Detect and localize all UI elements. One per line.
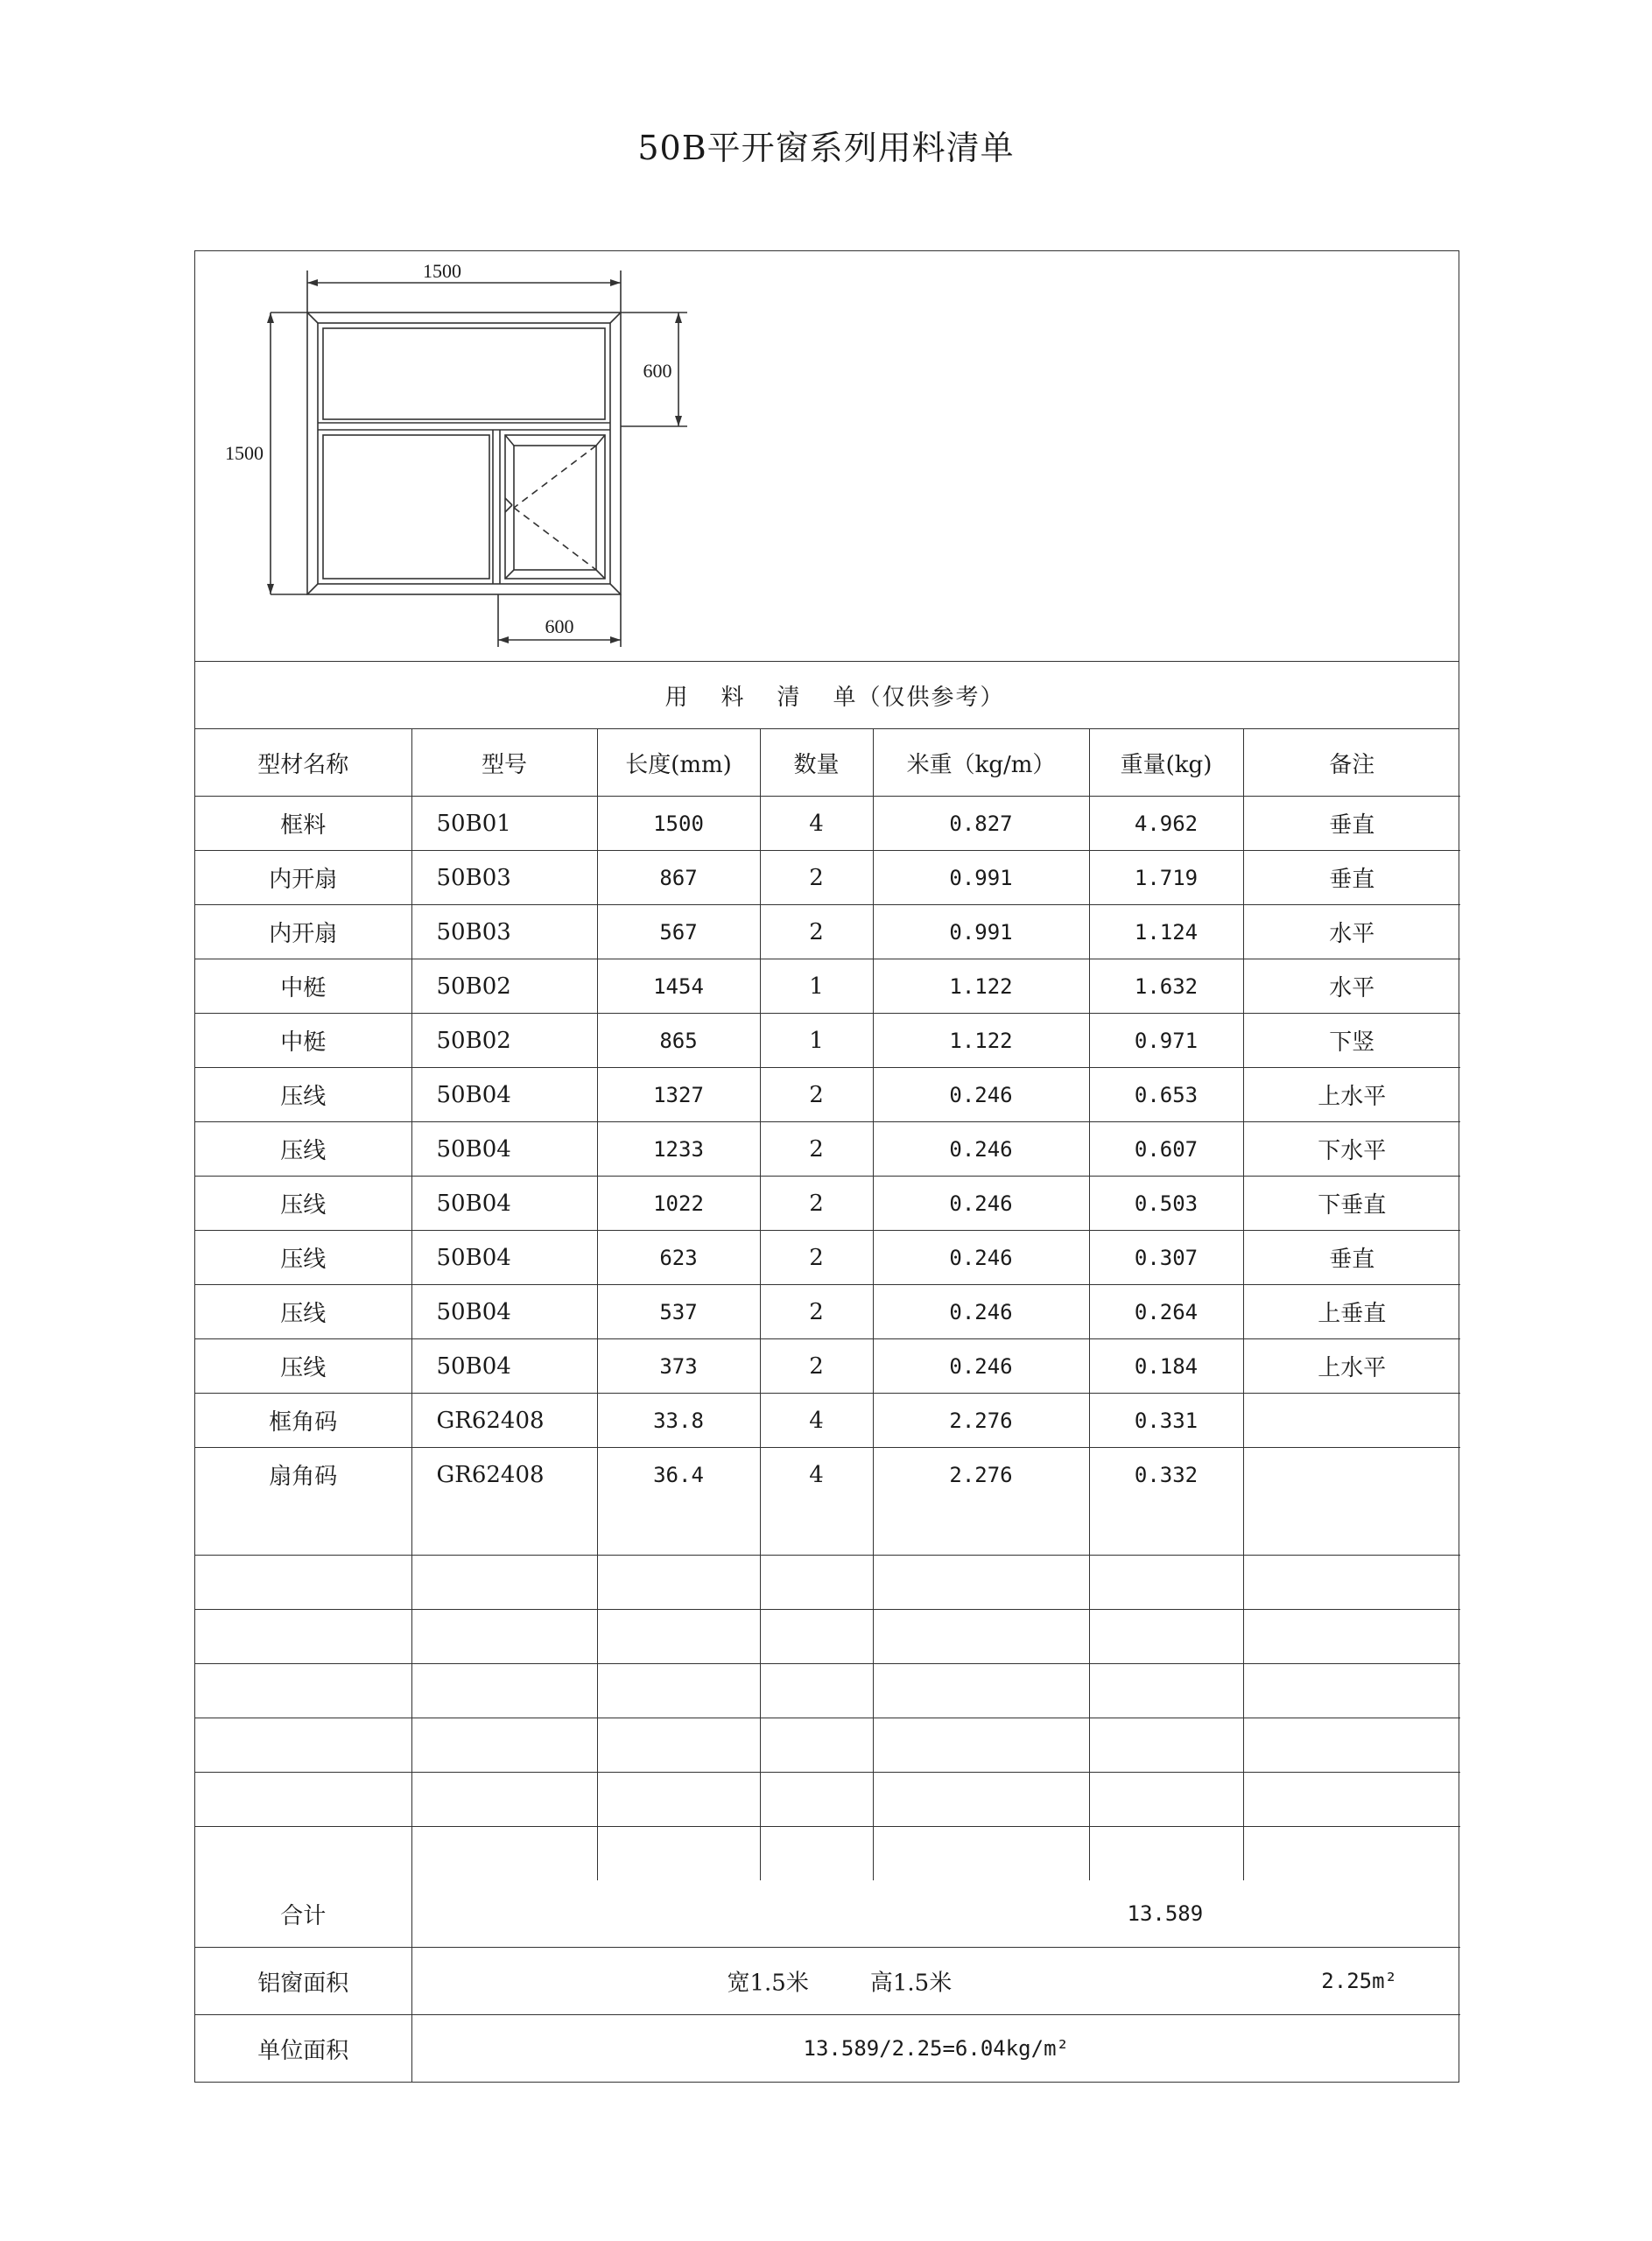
empty-cell [760,1664,873,1718]
cell-qty: 1 [760,1014,873,1068]
empty-table-row [195,1610,1460,1664]
empty-cell [195,1718,411,1773]
cell-model: 50B04 [411,1339,597,1394]
cell-length: 1454 [597,959,760,1014]
cell-model: 50B02 [411,1014,597,1068]
table-row [195,959,1460,1014]
empty-cell [597,1556,760,1610]
empty-cell [760,1556,873,1610]
empty-cell [1243,1827,1460,1881]
unit-area-label: 单位面积 [195,2015,411,2083]
empty-cell [760,1773,873,1827]
cell-qty: 2 [760,1285,873,1339]
empty-cell [873,1610,1089,1664]
cell-meter-weight: 0.246 [873,1068,1089,1122]
cell-meter-weight: 2.276 [873,1448,1089,1502]
cell-model: 50B04 [411,1177,597,1231]
empty-cell [873,1501,1089,1556]
table-row [195,1231,1460,1285]
heading-word: 清 [777,684,802,711]
table-row [195,1394,1460,1448]
cell-meter-weight: 0.246 [873,1177,1089,1231]
cell-qty: 2 [760,905,873,959]
empty-cell [760,1718,873,1773]
cell-meter-weight: 0.991 [873,905,1089,959]
cell-meter-weight: 0.991 [873,851,1089,905]
table-row [195,1339,1460,1394]
empty-cell [195,1610,411,1664]
cell-name: 压线 [195,1231,411,1285]
cell-meter-weight: 1.122 [873,959,1089,1014]
cell-name: 内开扇 [195,905,411,959]
cell-note: 下竖 [1243,1014,1460,1068]
empty-cell [411,1501,597,1556]
window-area-height: 高1.5米 [869,1970,953,1997]
cell-model: 50B03 [411,905,597,959]
empty-cell [195,1827,411,1881]
empty-cell [411,1773,597,1827]
cell-name: 中梃 [195,1014,411,1068]
cell-name: 压线 [195,1285,411,1339]
cell-weight: 0.971 [1089,1014,1243,1068]
cell-model: GR62408 [411,1394,597,1448]
cell-note: 垂直 [1243,797,1460,851]
table-row [195,851,1460,905]
cell-note: 下垂直 [1243,1177,1460,1231]
empty-cell [597,1501,760,1556]
cell-weight: 0.332 [1089,1448,1243,1502]
cell-length: 1022 [597,1177,760,1231]
table-row [195,1448,1460,1502]
table-row [195,905,1460,959]
cell-length: 867 [597,851,760,905]
empty-cell [195,1556,411,1610]
cell-weight: 1.719 [1089,851,1243,905]
empty-table-row [195,1773,1460,1827]
cell-qty: 2 [760,851,873,905]
window-elevation-drawing [195,251,1460,661]
empty-cell [411,1827,597,1881]
cell-name: 框角码 [195,1394,411,1448]
cell-length: 1500 [597,797,760,851]
cell-length: 567 [597,905,760,959]
material-sheet [194,250,1459,2083]
cell-qty: 4 [760,797,873,851]
cell-qty: 2 [760,1177,873,1231]
table-row [195,1068,1460,1122]
window-area-cell [411,1948,1460,2015]
cell-model: 50B03 [411,851,597,905]
cell-name: 压线 [195,1339,411,1394]
cell-model: GR62408 [411,1448,597,1502]
cell-length: 623 [597,1231,760,1285]
material-list-heading [195,662,1459,729]
cell-qty: 4 [760,1448,873,1502]
empty-cell [411,1610,597,1664]
empty-cell [597,1827,760,1881]
empty-cell [411,1664,597,1718]
col-header-name: 型材名称 [195,729,411,797]
cell-model: 50B04 [411,1285,597,1339]
cell-qty: 1 [760,959,873,1014]
cell-note: 下水平 [1243,1122,1460,1177]
cell-note: 上垂直 [1243,1285,1460,1339]
cell-weight: 0.264 [1089,1285,1243,1339]
empty-cell [1089,1501,1243,1556]
col-header-meter-weight: 米重（kg/m） [873,729,1089,797]
table-row [195,1285,1460,1339]
empty-cell [1243,1501,1460,1556]
dim-bottom-width: 600 [545,615,574,637]
empty-table-row [195,1718,1460,1773]
total-row [195,1880,1460,1948]
cell-meter-weight: 0.827 [873,797,1089,851]
empty-cell [411,1718,597,1773]
col-header-length: 长度(mm) [597,729,760,797]
heading-note: （仅供参考） [857,684,1005,711]
heading-word: 料 [721,684,746,711]
cell-weight: 0.307 [1089,1231,1243,1285]
empty-cell [597,1718,760,1773]
cell-qty: 2 [760,1339,873,1394]
cell-length: 865 [597,1014,760,1068]
empty-cell [873,1718,1089,1773]
empty-cell [873,1827,1089,1881]
empty-cell [1243,1664,1460,1718]
cell-name: 中梃 [195,959,411,1014]
total-value: 13.589 [411,1880,1460,1948]
empty-table-row [195,1664,1460,1718]
empty-table-row [195,1556,1460,1610]
cell-weight: 0.331 [1089,1394,1243,1448]
empty-cell [1243,1773,1460,1827]
empty-cell [597,1773,760,1827]
empty-cell [760,1501,873,1556]
dim-top-width: 1500 [423,260,461,282]
cell-name: 内开扇 [195,851,411,905]
cell-weight: 1.124 [1089,905,1243,959]
cell-name: 框料 [195,797,411,851]
table-row [195,1177,1460,1231]
empty-cell [873,1664,1089,1718]
cell-length: 1233 [597,1122,760,1177]
cell-meter-weight: 0.246 [873,1231,1089,1285]
cell-model: 50B04 [411,1068,597,1122]
empty-cell [1243,1610,1460,1664]
empty-cell [1089,1664,1243,1718]
col-header-qty: 数量 [760,729,873,797]
cell-model: 50B01 [411,797,597,851]
cell-meter-weight: 2.276 [873,1394,1089,1448]
empty-cell [1089,1610,1243,1664]
cell-note: 垂直 [1243,1231,1460,1285]
cell-weight: 1.632 [1089,959,1243,1014]
cell-model: 50B04 [411,1231,597,1285]
cell-qty: 2 [760,1231,873,1285]
heading-word: 用 [664,684,690,711]
cell-note: 上水平 [1243,1068,1460,1122]
cell-name: 扇角码 [195,1448,411,1502]
empty-cell [760,1610,873,1664]
window-area-row [195,1948,1460,2015]
cell-note [1243,1394,1460,1448]
cell-length: 373 [597,1339,760,1394]
table-row [195,797,1460,851]
cell-meter-weight: 0.246 [873,1285,1089,1339]
cell-meter-weight: 0.246 [873,1339,1089,1394]
dim-right-height: 600 [643,360,672,382]
table-header-row [195,729,1460,797]
cell-qty: 2 [760,1068,873,1122]
cell-weight: 0.607 [1089,1122,1243,1177]
unit-area-row [195,2015,1460,2083]
cell-weight: 4.962 [1089,797,1243,851]
col-header-note: 备注 [1243,729,1460,797]
cell-length: 1327 [597,1068,760,1122]
cell-name: 压线 [195,1068,411,1122]
empty-cell [195,1773,411,1827]
empty-cell [1089,1773,1243,1827]
empty-table-row [195,1501,1460,1556]
col-header-weight: 重量(kg) [1089,729,1243,797]
empty-cell [1243,1556,1460,1610]
empty-cell [1089,1718,1243,1773]
cell-weight: 0.184 [1089,1339,1243,1394]
window-area-width: 宽1.5米 [727,1970,809,1997]
total-label: 合计 [195,1880,411,1948]
empty-cell [873,1773,1089,1827]
cell-qty: 2 [760,1122,873,1177]
unit-area-formula: 13.589/2.25=6.04kg/m² [411,2015,1460,2083]
cell-model: 50B04 [411,1122,597,1177]
cell-note: 水平 [1243,959,1460,1014]
table-row [195,1122,1460,1177]
empty-cell [760,1827,873,1881]
empty-cell [195,1664,411,1718]
cell-note: 上水平 [1243,1339,1460,1394]
empty-cell [411,1556,597,1610]
cell-length: 537 [597,1285,760,1339]
cell-length: 36.4 [597,1448,760,1502]
cell-weight: 0.503 [1089,1177,1243,1231]
heading-word: 单 [833,684,858,711]
cell-note: 垂直 [1243,851,1460,905]
cell-note [1243,1448,1460,1502]
cell-qty: 4 [760,1394,873,1448]
empty-cell [1243,1718,1460,1773]
cell-weight: 0.653 [1089,1068,1243,1122]
empty-cell [1089,1556,1243,1610]
empty-cell [195,1501,411,1556]
cell-note: 水平 [1243,905,1460,959]
empty-cell [597,1610,760,1664]
window-drawing [195,251,1459,662]
cell-name: 压线 [195,1122,411,1177]
table-row [195,1014,1460,1068]
cell-model: 50B02 [411,959,597,1014]
empty-cell [873,1556,1089,1610]
cell-length: 33.8 [597,1394,760,1448]
dim-left-height: 1500 [225,442,264,464]
window-area-value: 2.25m² [1321,1969,1397,1993]
page-title: 50B平开窗系列用料清单 [637,129,1015,167]
empty-cell [1089,1827,1243,1881]
cell-name: 压线 [195,1177,411,1231]
cell-meter-weight: 0.246 [873,1122,1089,1177]
empty-cell [597,1664,760,1718]
empty-table-row [195,1827,1460,1881]
col-header-model: 型号 [411,729,597,797]
window-area-label: 铝窗面积 [195,1948,411,2015]
cell-meter-weight: 1.122 [873,1014,1089,1068]
material-table [195,729,1460,2082]
